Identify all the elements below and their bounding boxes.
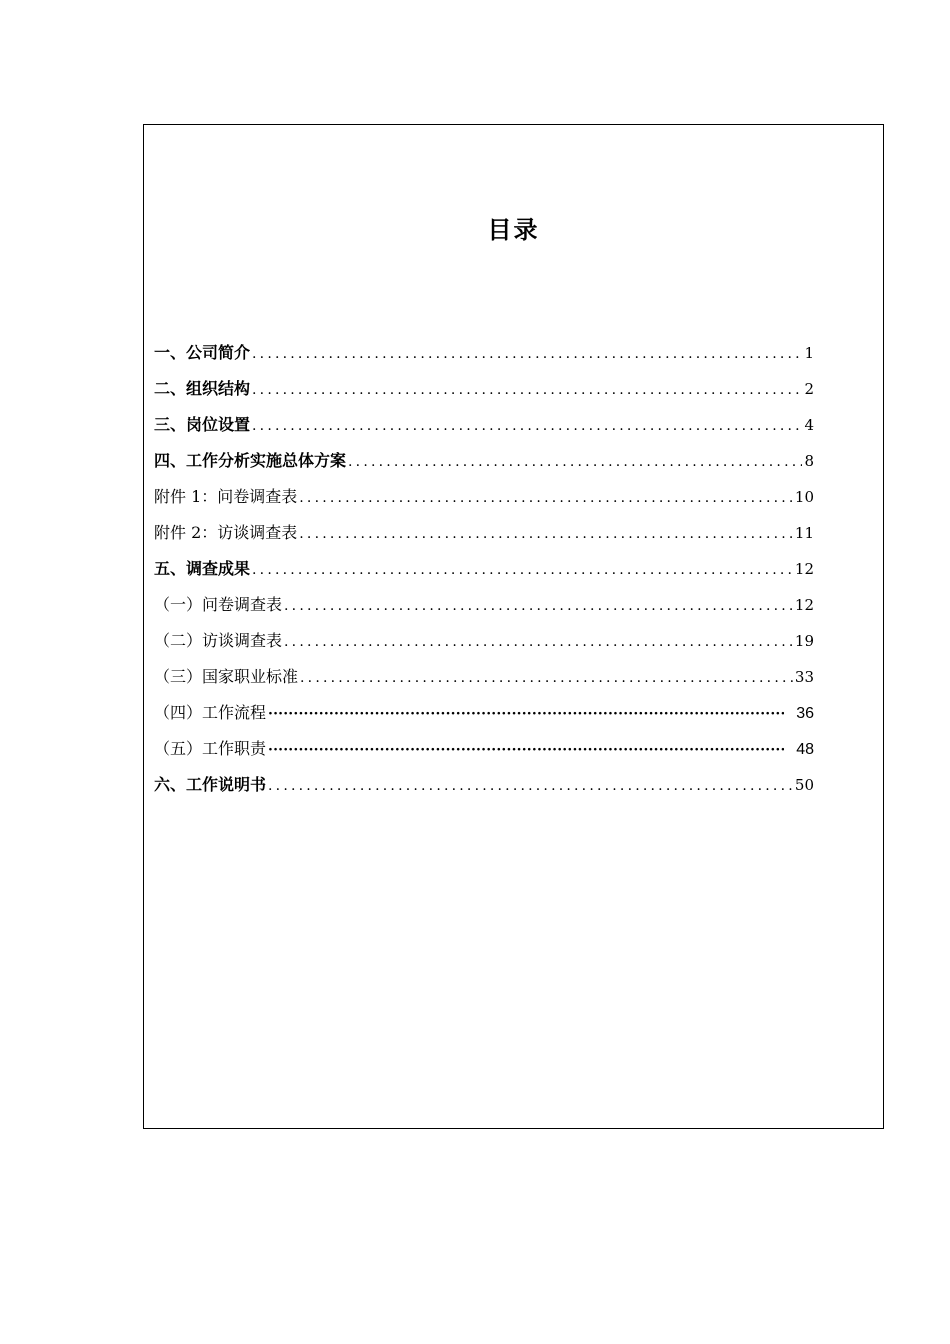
toc-leader-dots xyxy=(284,588,793,623)
toc-entry-label: （四）工作流程 xyxy=(154,703,267,722)
toc-entry-page: 1 xyxy=(804,344,814,362)
toc-leader-dots xyxy=(299,516,793,551)
toc-entry[interactable] xyxy=(154,659,814,695)
toc-entry[interactable] xyxy=(154,587,814,623)
toc-entry-page: 19 xyxy=(794,632,814,650)
toc-entry-page: 36 xyxy=(796,705,814,722)
toc-entry-label: （三）国家职业标准 xyxy=(154,667,299,686)
toc-entry-page: 48 xyxy=(796,741,814,758)
toc-entry-label: 二、组织结构 xyxy=(154,379,251,398)
toc-entry[interactable] xyxy=(154,695,814,731)
toc-leader-dots xyxy=(284,624,793,659)
toc-entry-page: 10 xyxy=(794,488,814,506)
toc-entry[interactable] xyxy=(154,335,814,371)
toc-entry-page: 11 xyxy=(794,524,814,542)
toc-leader-dots xyxy=(348,444,802,479)
toc-title: 目录 xyxy=(487,216,540,244)
toc-entry-page: 4 xyxy=(804,416,814,434)
toc-entry-label: 附件 1：问卷调查表 xyxy=(154,487,298,506)
toc-leader-dots xyxy=(252,336,802,371)
toc-leader-dots xyxy=(252,552,793,587)
toc-entry[interactable] xyxy=(154,515,814,551)
toc-leader-dots xyxy=(299,480,793,515)
toc-leader-dots xyxy=(252,408,802,443)
toc-entry-page: 33 xyxy=(794,668,814,686)
toc-entry-label: 四、工作分析实施总体方案 xyxy=(154,451,347,470)
toc-entry-label: 附件 2：访谈调查表 xyxy=(154,523,298,542)
toc-entry[interactable] xyxy=(154,407,814,443)
toc-entry-page: 8 xyxy=(804,452,814,470)
toc-entry-page: 50 xyxy=(794,776,814,794)
toc-entry-label: 五、调查成果 xyxy=(154,559,251,578)
toc-list xyxy=(154,335,814,803)
toc-entry[interactable] xyxy=(154,551,814,587)
toc-entry-page: 12 xyxy=(794,596,814,614)
toc-entry-label: 一、公司简介 xyxy=(154,343,251,362)
toc-entry[interactable] xyxy=(154,443,814,479)
toc-entry-label: （二）访谈调查表 xyxy=(154,631,283,650)
toc-leader-dots xyxy=(268,696,784,731)
toc-entry-label: （一）问卷调查表 xyxy=(154,595,283,614)
document-frame xyxy=(143,124,884,1129)
toc-entry[interactable] xyxy=(154,731,814,767)
toc-leader-dots xyxy=(300,660,793,695)
toc-entry-page: 2 xyxy=(804,380,814,398)
toc-entry-label: 六、工作说明书 xyxy=(154,775,267,794)
toc-entry[interactable] xyxy=(154,371,814,407)
toc-leader-dots xyxy=(252,372,802,407)
toc-entry[interactable] xyxy=(154,767,814,803)
toc-entry[interactable] xyxy=(154,623,814,659)
toc-entry-page: 12 xyxy=(794,560,814,578)
toc-entry-label: （五）工作职责 xyxy=(154,739,267,758)
toc-leader-dots xyxy=(268,732,784,767)
toc-entry-label: 三、岗位设置 xyxy=(154,415,251,434)
toc-entry[interactable] xyxy=(154,479,814,515)
toc-leader-dots xyxy=(268,768,793,803)
